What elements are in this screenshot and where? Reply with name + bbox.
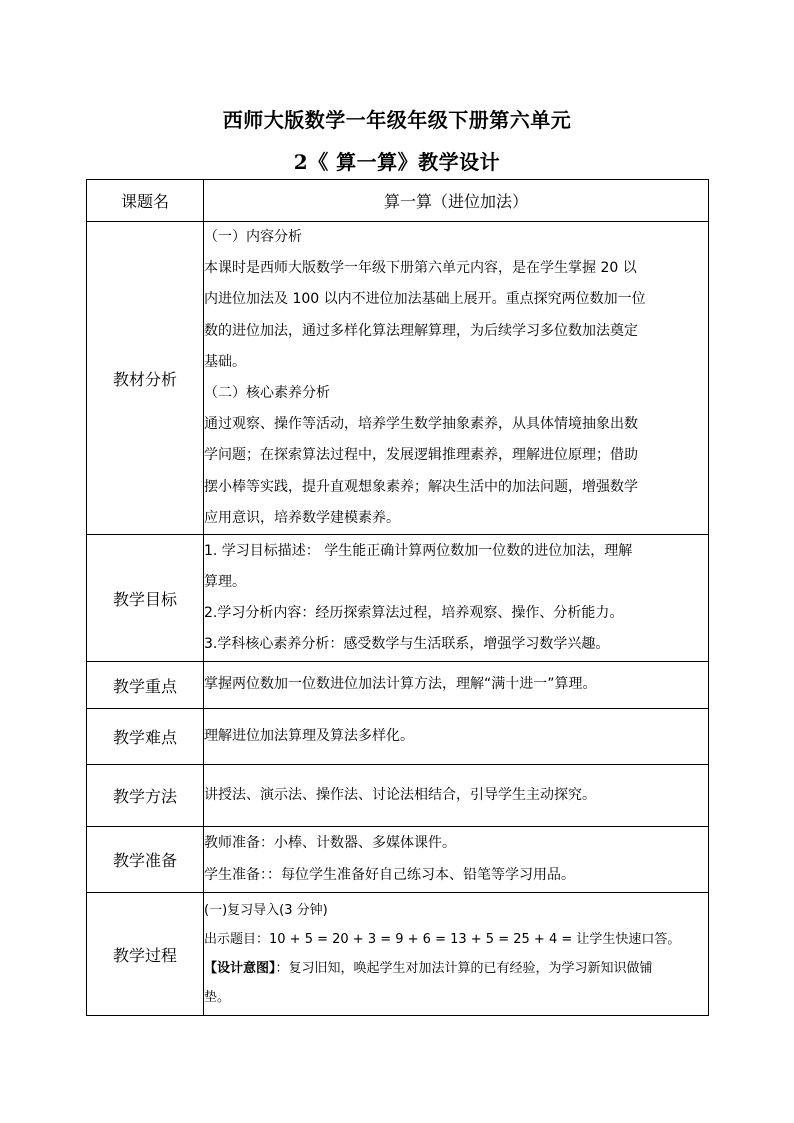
process-line: 垫。 bbox=[204, 990, 231, 1006]
goals-line: 1. 学习目标描述： 学生能正确计算两位数加一位数的进位加法，理解 bbox=[204, 542, 633, 559]
document-title: 西师大版数学一年级年级下册第六单元 bbox=[222, 108, 572, 132]
analysis-line: （二）核心素养分析 bbox=[204, 385, 330, 402]
analysis-line: （一）内容分析 bbox=[204, 229, 302, 245]
process-line: (一)复习导入(3 分钟) bbox=[204, 903, 328, 919]
preparation-label: 教学准备 bbox=[87, 827, 204, 893]
preparation-content bbox=[204, 827, 709, 893]
table-row bbox=[87, 709, 709, 765]
preparation-line: 学生准备：：每位学生准备好自己练习本、铅笔等学习用品。 bbox=[204, 866, 575, 883]
document-subtitle: 2《 算一算》教学设计 bbox=[293, 150, 501, 174]
preparation-line: 教师准备：小棒、计数器、多媒体课件。 bbox=[204, 835, 456, 852]
design-intent-text: ：复习旧知，唤起学生对加法计算的已有经验，为学习新知识做铺 bbox=[275, 961, 653, 977]
process-line: 出示题目：10 + 5 = 20 + 3 = 9 + 6 = 13 + 5 = 25 + 4 = 让学生快速口答。 bbox=[204, 932, 681, 948]
topic-value: 算一算（进位加法） bbox=[204, 180, 709, 222]
analysis-line: 通过观察、操作等活动，培养学生数学抽象素养，从具体情境抽象出数 bbox=[204, 416, 638, 433]
topic-label: 课题名 bbox=[87, 180, 204, 222]
key-points-content: 掌握两位数加一位数进位加法计算方法，理解“满十进一”算理。 bbox=[204, 662, 709, 709]
goals-line: 2.学习分析内容：经历探索算法过程，培养观察、操作、分析能力。 bbox=[204, 605, 624, 622]
table-row bbox=[87, 893, 709, 1016]
analysis-line: 学问题；在探索算法过程中，发展逻辑推理素养，理解进位原理；借助 bbox=[204, 447, 638, 464]
analysis-line: 摆小棒等实践，提升直观想象素养；解决生活中的加法问题，增强数学 bbox=[204, 478, 638, 495]
table-row bbox=[87, 662, 709, 709]
goals-line: 算理。 bbox=[204, 573, 246, 590]
analysis-line: 本课时是西师大版数学一年级下册第六单元内容，是在学生掌握 20 以 bbox=[204, 260, 637, 277]
process-content bbox=[204, 893, 709, 1016]
table-row bbox=[87, 827, 709, 893]
table-row bbox=[87, 765, 709, 827]
difficulties-content: 理解进位加法算理及算法多样化。 bbox=[204, 709, 709, 765]
lesson-design-table bbox=[86, 179, 709, 1016]
analysis-label: 教材分析 bbox=[87, 222, 204, 535]
analysis-content bbox=[204, 222, 709, 535]
analysis-line: 内进位加法及 100 以内不进位加法基础上展开。重点探究两位数加一位 bbox=[204, 291, 646, 308]
goals-content bbox=[204, 535, 709, 662]
analysis-line: 数的进位加法，通过多样化算法理解算理，为后续学习多位数加法奠定 bbox=[204, 322, 638, 339]
table-row bbox=[87, 180, 709, 222]
process-intent bbox=[204, 954, 708, 983]
analysis-line: 基础。 bbox=[204, 353, 246, 370]
goals-label: 教学目标 bbox=[87, 535, 204, 662]
difficulties-label: 教学难点 bbox=[87, 709, 204, 765]
key-points-label: 教学重点 bbox=[87, 662, 204, 709]
table-row bbox=[87, 222, 709, 535]
methods-content: 讲授法、演示法、操作法、讨论法相结合，引导学生主动探究。 bbox=[204, 765, 709, 827]
process-label: 教学过程 bbox=[87, 893, 204, 1016]
design-intent-label: 【设计意图】 bbox=[204, 961, 276, 977]
analysis-line: 应用意识，培养数学建模素养。 bbox=[204, 509, 400, 526]
table-row bbox=[87, 535, 709, 662]
goals-line: 3.学科核心素养分析：感受数学与生活联系，增强学习数学兴趣。 bbox=[204, 636, 610, 653]
methods-label: 教学方法 bbox=[87, 765, 204, 827]
